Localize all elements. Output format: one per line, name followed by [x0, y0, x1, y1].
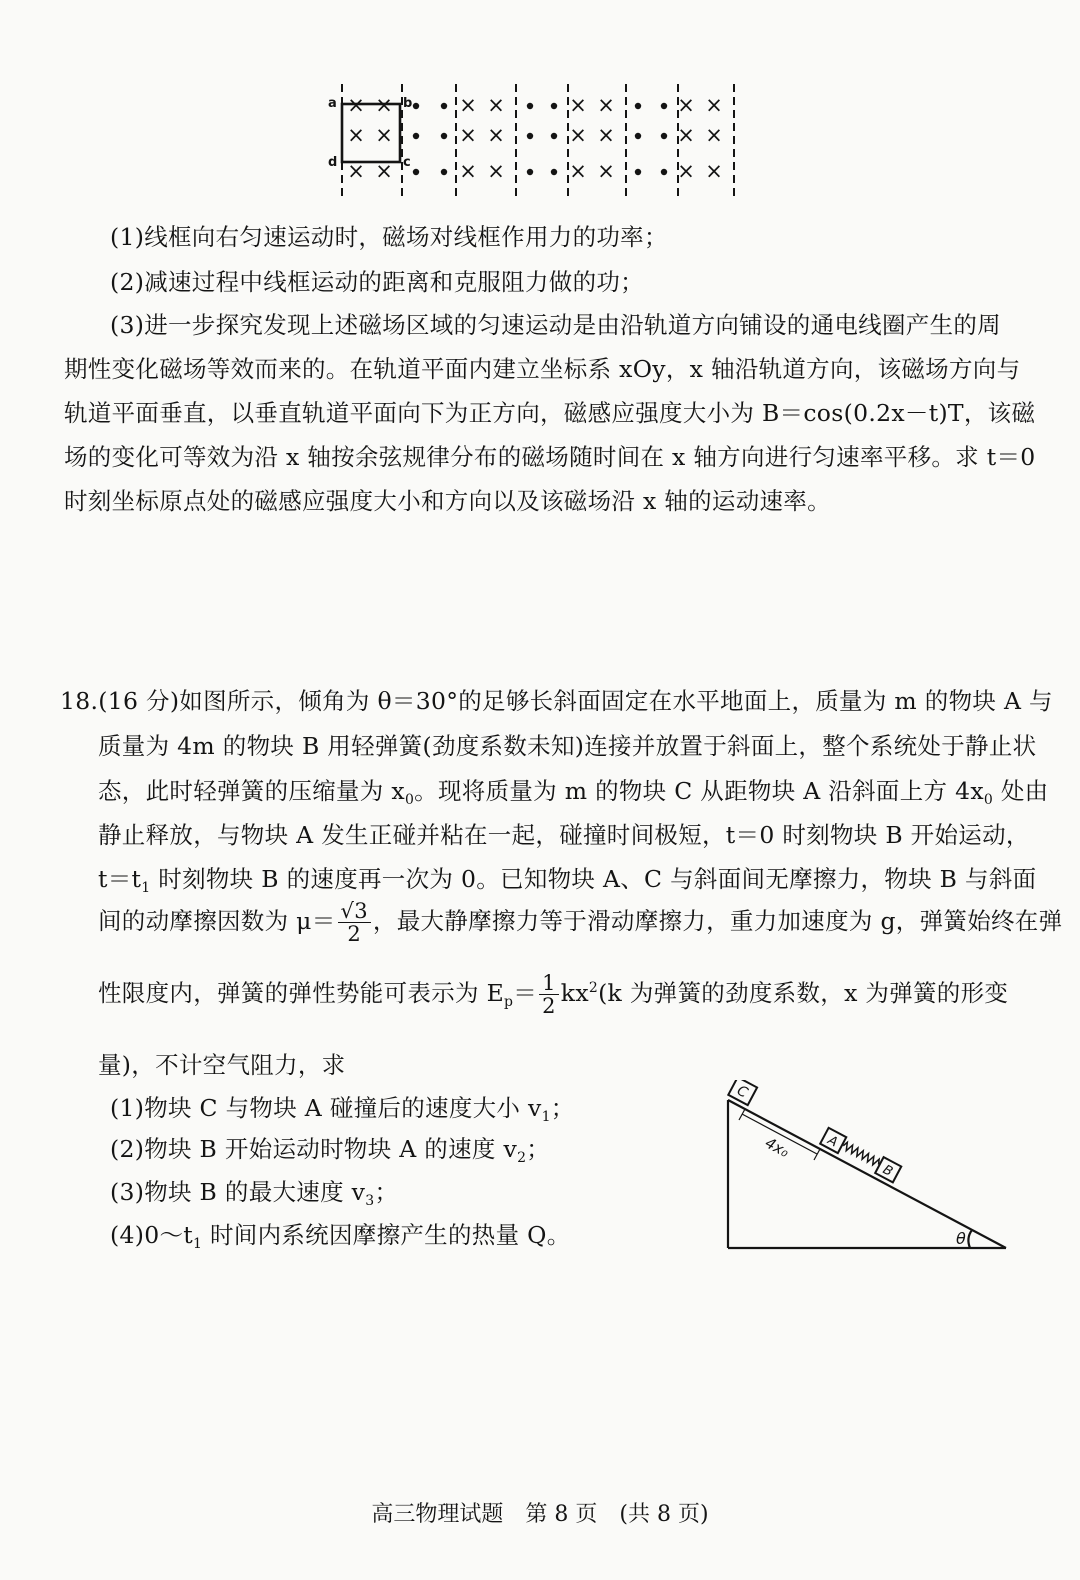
q17-part2: (2)减速过程中线框运动的距离和克服阻力做的功； [110, 268, 644, 296]
field-into-page-symbol: × [487, 123, 505, 147]
field-out-of-page-dot [551, 103, 557, 109]
q18-line5-a: t＝t [98, 865, 142, 893]
field-out-of-page-dot [527, 133, 533, 139]
q18-line1: 18.(16 分)如图所示，倾角为 θ＝30°的足够长斜面固定在水平地面上，质量为 m 的物块 A 与 [60, 687, 1053, 715]
q17-part1: (1)线框向右匀速运动时，磁场对线框作用力的功率； [110, 223, 668, 251]
field-into-page-symbol: × [705, 159, 723, 183]
mu-numerator: √3 [338, 900, 371, 923]
q17-part3-line5: 时刻坐标原点处的磁感应强度大小和方向以及该磁场沿 x 轴的运动速率。 [64, 487, 831, 515]
label-b: b [403, 96, 413, 111]
q18-sub3-a: (3)物块 B 的最大速度 v [110, 1178, 366, 1206]
field-into-page-symbol: × [487, 93, 505, 117]
field-into-page-symbol: × [569, 93, 587, 117]
q18-sub3-b: ； [374, 1178, 399, 1206]
field-into-page-symbol: × [597, 123, 615, 147]
theta-label: θ [956, 1229, 966, 1248]
field-into-page-symbol: × [375, 159, 393, 183]
half-numerator: 1 [539, 972, 559, 995]
block-a [820, 1128, 846, 1153]
incline-figure [700, 1080, 1020, 1260]
field-out-of-page-dot [413, 133, 419, 139]
label-c: c [403, 155, 411, 170]
field-into-page-symbol: × [677, 93, 695, 117]
field-into-page-symbol: × [347, 93, 365, 117]
q18-sub2-a: (2)物块 B 开始运动时物块 A 的速度 v [110, 1135, 518, 1163]
field-out-of-page-dot [441, 169, 447, 175]
q18-line7-b: ＝ [513, 979, 538, 1008]
q18-line3-b: 。现将质量为 m 的物块 C 从距物块 A 沿斜面上方 4x [414, 777, 984, 805]
field-out-of-page-dot [441, 103, 447, 109]
field-out-of-page-dot [413, 169, 419, 175]
field-out-of-page-dot [661, 133, 667, 139]
x0-subscript-2: 0 [983, 792, 994, 808]
q18-line5 [98, 860, 1036, 896]
theta-arc [968, 1230, 972, 1248]
block-a-label: A [825, 1133, 840, 1151]
q18-line7-c: kx [560, 979, 589, 1008]
q17-part3-line3: 轨道平面垂直，以垂直轨道平面向下为正方向，磁感应强度大小为 B＝cos(0.2x－t)T，该磁 [64, 399, 1036, 427]
q18-line6-b: ，最大静摩擦力等于滑动摩擦力，重力加速度为 g，弹簧始终在弹 [372, 907, 1063, 936]
field-out-of-page-dot [413, 103, 419, 109]
field-into-page-symbol: × [677, 159, 695, 183]
label-d: d [328, 155, 338, 170]
q18-line3-a: 态，此时轻弹簧的压缩量为 x [98, 777, 405, 805]
field-out-of-page-dot [527, 103, 533, 109]
q17-part3-line4: 场的变化可等效为沿 x 轴按余弦规律分布的磁场随时间在 x 轴方向进行匀速率平移。求 t＝0 [64, 443, 1036, 471]
x-squared-superscript: 2 [588, 980, 599, 997]
x0-subscript: 0 [404, 792, 415, 808]
block-c-label: C [734, 1082, 751, 1102]
field-into-page-symbol: × [705, 123, 723, 147]
field-into-page-symbol: × [347, 123, 365, 147]
field-out-of-page-dot [635, 169, 641, 175]
q18-sub1-a: (1)物块 C 与物块 A 碰撞后的速度大小 v [110, 1094, 542, 1122]
q18-line7-a: 性限度内，弹簧的弹性势能可表示为 E [98, 979, 505, 1008]
field-into-page-symbol: × [459, 93, 477, 117]
field-into-page-symbol: × [569, 123, 587, 147]
q18-line3-c: 处由 [993, 777, 1049, 805]
q18-sub2-b: ； [526, 1135, 551, 1163]
q18-sub3 [110, 1173, 398, 1209]
field-into-page-symbol: × [597, 93, 615, 117]
field-out-of-page-dot [661, 169, 667, 175]
q18-sub1 [110, 1089, 575, 1125]
q17-part3-line2: 期性变化磁场等效而来的。在轨道平面内建立坐标系 xOy，x 轴沿轨道方向，该磁场方向与 [64, 355, 1021, 383]
field-out-of-page-dot [551, 133, 557, 139]
q18-sub2 [110, 1130, 550, 1166]
ep-subscript: p [504, 994, 514, 1011]
field-into-page-symbol: × [375, 123, 393, 147]
field-into-page-symbol: × [459, 123, 477, 147]
field-into-page-symbol: × [459, 159, 477, 183]
field-into-page-symbol: × [705, 93, 723, 117]
q18-sub4 [110, 1216, 571, 1252]
q18-line3 [98, 772, 1048, 808]
field-out-of-page-dot [661, 103, 667, 109]
block-b-label: B [880, 1162, 895, 1180]
label-a: a [328, 96, 337, 111]
incline-slope [728, 1100, 1006, 1248]
field-into-page-symbol: × [677, 123, 695, 147]
field-out-of-page-dot [441, 133, 447, 139]
q18-line6-a: 间的动摩擦因数为 μ＝ [98, 907, 336, 936]
t1-subscript-2: 1 [192, 1236, 203, 1252]
q17-part3-line1: (3)进一步探究发现上述磁场区域的匀速运动是由沿轨道方向铺设的通电线圈产生的周 [110, 311, 1001, 339]
q18-line5-b: 时刻物块 B 的速度再一次为 0。已知物块 A、C 与斜面间无摩擦力，物块 B 与斜面 [150, 865, 1037, 893]
q18-line2: 质量为 4m 的物块 B 用轻弹簧(劲度系数未知)连接并放置于斜面上，整个系统处于静止状 [98, 732, 1037, 760]
mu-fraction [338, 900, 371, 945]
half-fraction [539, 972, 559, 1017]
q18-sub4-a: (4)0～t [110, 1221, 193, 1249]
v1-subscript: 1 [541, 1109, 551, 1125]
field-out-of-page-dot [527, 169, 533, 175]
magnetic-field-figure [320, 80, 750, 200]
field-into-page-symbol: × [487, 159, 505, 183]
q18-line4: 静止释放，与物块 A 发生正碰并粘在一起，碰撞时间极短，t＝0 时刻物块 B 开始运动， [98, 821, 1030, 849]
field-into-page-symbol: × [347, 159, 365, 183]
q18-line7-d: (k 为弹簧的劲度系数，x 为弹簧的形变 [598, 979, 1009, 1008]
q18-line8: 量)，不计空气阻力，求 [98, 1051, 346, 1079]
field-out-of-page-dot [635, 133, 641, 139]
q18-sub1-b: ； [550, 1094, 575, 1122]
mu-denominator: 2 [347, 922, 362, 947]
distance-label: 4x₀ [762, 1133, 793, 1162]
field-into-page-symbol: × [569, 159, 587, 183]
q18-line7 [98, 972, 1008, 1017]
page-footer: 高三物理试题 第 8 页 (共 8 页) [371, 1502, 709, 1527]
field-out-of-page-dot [635, 103, 641, 109]
field-out-of-page-dot [551, 169, 557, 175]
v2-subscript: 2 [517, 1150, 527, 1166]
field-into-page-symbol: × [597, 159, 615, 183]
q18-line6 [98, 900, 1062, 945]
field-into-page-symbol: × [375, 93, 393, 117]
t1-subscript: 1 [141, 880, 151, 896]
q18-sub4-b: 时间内系统因摩擦产生的热量 Q。 [202, 1221, 571, 1249]
half-denominator: 2 [542, 994, 556, 1019]
v3-subscript: 3 [365, 1193, 375, 1209]
